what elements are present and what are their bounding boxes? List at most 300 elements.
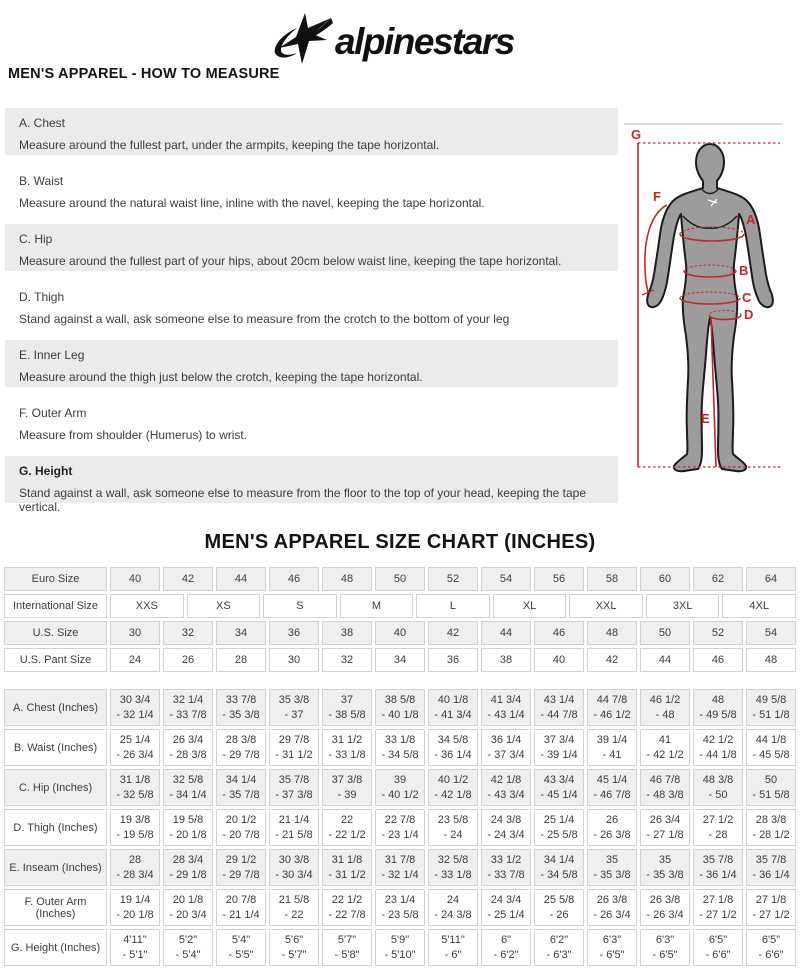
- section-description: Measure from shoulder (Humerus) to wrist.: [19, 428, 248, 442]
- section-description: Measure around the thigh just below the crotch, keeping the tape horizontal.: [19, 370, 423, 384]
- range-from: 29 7/8: [278, 734, 310, 746]
- range-to: - 33 1/8: [434, 869, 472, 881]
- size-cell: 40: [534, 648, 584, 672]
- chart-measure-row: [4, 889, 796, 926]
- range-from: 39: [393, 774, 407, 786]
- size-cell: XS: [187, 594, 261, 618]
- range-to: - 19 5/8: [116, 829, 154, 841]
- range-from: 6": [500, 934, 512, 946]
- range-to: - 5'8": [334, 949, 360, 961]
- section-label: A. Chest: [19, 116, 66, 130]
- range-from: 21 1/4: [278, 814, 310, 826]
- range-to: - 29 1/8: [169, 869, 207, 881]
- range-cell: [534, 729, 584, 766]
- range-cell: [587, 729, 637, 766]
- range-from: 5'2": [178, 934, 198, 946]
- range-to: - 45 5/8: [752, 749, 790, 761]
- label-e: E: [701, 411, 710, 426]
- range-to: - 31 1/2: [275, 749, 313, 761]
- size-cell: 56: [534, 567, 584, 591]
- range-cell: [693, 769, 743, 806]
- range-from: 24 3/8: [490, 814, 522, 826]
- range-cell: [269, 849, 319, 886]
- range-cell: [534, 849, 584, 886]
- range-cell: [587, 809, 637, 846]
- row-label: Euro Size: [4, 567, 107, 591]
- range-from: 20 1/2: [225, 814, 257, 826]
- range-to: - 37 3/8: [275, 789, 313, 801]
- chart-measure-row: [4, 769, 796, 806]
- range-from: 23 1/4: [384, 894, 416, 906]
- size-cell: 58: [587, 567, 637, 591]
- range-from: 44 1/8: [755, 734, 787, 746]
- range-cell: [640, 729, 690, 766]
- range-from: 30 3/8: [278, 854, 310, 866]
- range-from: 34 5/8: [437, 734, 469, 746]
- range-cell: [110, 889, 160, 926]
- range-to: - 32 5/8: [116, 789, 154, 801]
- range-cell: [163, 809, 213, 846]
- range-cell: [428, 729, 478, 766]
- range-cell: [322, 689, 372, 726]
- range-to: - 33 7/8: [487, 869, 525, 881]
- section-label: F. Outer Arm: [19, 406, 87, 420]
- range-to: - 32 1/4: [116, 709, 154, 721]
- range-from: 20 1/8: [172, 894, 204, 906]
- range-from: 28 3/4: [172, 854, 204, 866]
- range-from: 33 1/2: [490, 854, 522, 866]
- range-cell: [693, 929, 743, 966]
- range-cell: [693, 809, 743, 846]
- range-from: 33 1/8: [384, 734, 416, 746]
- range-from: 28: [128, 854, 142, 866]
- range-from: 28 3/8: [225, 734, 257, 746]
- range-to: - 35 3/8: [646, 869, 684, 881]
- range-from: 26 3/4: [172, 734, 204, 746]
- range-cell: [110, 929, 160, 966]
- size-cell: 44: [481, 621, 531, 645]
- range-to: - 6'3": [546, 949, 572, 961]
- size-cell: S: [263, 594, 337, 618]
- range-cell: [269, 769, 319, 806]
- size-cell: 24: [110, 648, 160, 672]
- section-label: D. Thigh: [19, 290, 65, 304]
- range-cell: [534, 689, 584, 726]
- range-from: 22: [340, 814, 354, 826]
- range-from: 34 1/4: [543, 854, 575, 866]
- range-from: 32 5/8: [437, 854, 469, 866]
- range-from: 23 5/8: [437, 814, 469, 826]
- range-from: 19 3/8: [119, 814, 151, 826]
- size-cell: 52: [428, 567, 478, 591]
- range-to: - 28: [708, 829, 728, 841]
- range-from: 44 7/8: [596, 694, 628, 706]
- row-label: G. Height (Inches): [4, 929, 107, 966]
- range-to: - 45 1/4: [540, 789, 578, 801]
- range-from: 37: [340, 694, 354, 706]
- range-cell: [534, 809, 584, 846]
- range-to: - 6'6": [758, 949, 784, 961]
- size-cell: 38: [481, 648, 531, 672]
- range-to: - 5'10": [384, 949, 416, 961]
- range-from: 6'3": [602, 934, 622, 946]
- measure-section-c: [5, 224, 618, 271]
- range-from: 28 3/8: [755, 814, 787, 826]
- size-cell: 3XL: [646, 594, 720, 618]
- size-cell: XL: [493, 594, 567, 618]
- size-cell: 42: [587, 648, 637, 672]
- range-to: - 5'5": [228, 949, 254, 961]
- range-from: 26 3/4: [649, 814, 681, 826]
- range-from: 21 5/8: [278, 894, 310, 906]
- range-from: 6'2": [549, 934, 569, 946]
- size-cell: 62: [693, 567, 743, 591]
- range-from: 27 1/8: [702, 894, 734, 906]
- range-from: 35 7/8: [702, 854, 734, 866]
- range-from: 5'7": [337, 934, 357, 946]
- size-cell: 64: [746, 567, 796, 591]
- size-cell: 4XL: [722, 594, 796, 618]
- range-to: - 29 7/8: [222, 869, 260, 881]
- size-cell: 30: [110, 621, 160, 645]
- range-cell: [746, 889, 796, 926]
- range-to: - 21 5/8: [275, 829, 313, 841]
- range-to: - 35 3/8: [222, 709, 260, 721]
- range-from: 36 1/4: [490, 734, 522, 746]
- range-cell: [428, 849, 478, 886]
- measure-section-a: [5, 108, 618, 155]
- chart-header-row: [4, 594, 796, 618]
- range-cell: [163, 769, 213, 806]
- range-from: 46 1/2: [649, 694, 681, 706]
- range-to: - 40 1/2: [381, 789, 419, 801]
- row-label: International Size: [4, 594, 107, 618]
- range-to: - 33 1/8: [328, 749, 366, 761]
- size-cell: XXL: [569, 594, 643, 618]
- range-from: 35: [605, 854, 619, 866]
- label-f: F: [653, 189, 661, 204]
- range-cell: [110, 849, 160, 886]
- range-cell: [481, 849, 531, 886]
- range-to: - 38 5/8: [328, 709, 366, 721]
- range-to: - 23 5/8: [381, 909, 419, 921]
- range-to: - 31 1/2: [328, 869, 366, 881]
- range-from: 41 3/4: [490, 694, 522, 706]
- header: [0, 0, 800, 62]
- size-cell: 42: [163, 567, 213, 591]
- size-cell: 26: [163, 648, 213, 672]
- size-cell: 32: [163, 621, 213, 645]
- range-from: 5'6": [284, 934, 304, 946]
- range-cell: [163, 729, 213, 766]
- row-label: C. Hip (Inches): [4, 769, 107, 806]
- range-cell: [640, 849, 690, 886]
- range-to: - 22 1/2: [328, 829, 366, 841]
- range-from: 39 1/4: [596, 734, 628, 746]
- range-cell: [375, 809, 425, 846]
- range-to: - 21 1/4: [222, 909, 260, 921]
- chart-header-row: [4, 567, 796, 591]
- size-cell: 30: [269, 648, 319, 672]
- chart-measure-row: [4, 849, 796, 886]
- range-from: 35 3/8: [278, 694, 310, 706]
- range-from: 34 1/4: [225, 774, 257, 786]
- range-to: - 46 1/2: [593, 709, 631, 721]
- range-cell: [269, 689, 319, 726]
- range-cell: [428, 889, 478, 926]
- range-cell: [587, 889, 637, 926]
- range-from: 50: [764, 774, 778, 786]
- range-to: - 44 1/8: [699, 749, 737, 761]
- range-cell: [375, 849, 425, 886]
- label-c: C: [742, 290, 752, 305]
- range-cell: [322, 929, 372, 966]
- range-from: 5'4": [231, 934, 251, 946]
- body-measurement-diagram-icon: [622, 108, 796, 510]
- range-from: 29 1/2: [225, 854, 257, 866]
- range-cell: [693, 849, 743, 886]
- range-cell: [110, 769, 160, 806]
- range-cell: [269, 809, 319, 846]
- chart-measure-row: [4, 689, 796, 726]
- range-to: - 5'1": [122, 949, 148, 961]
- measure-section-e: [5, 340, 618, 387]
- range-cell: [216, 809, 266, 846]
- range-to: - 34 5/8: [381, 749, 419, 761]
- range-cell: [587, 849, 637, 886]
- range-cell: [375, 689, 425, 726]
- range-cell: [481, 729, 531, 766]
- range-from: 26 3/8: [596, 894, 628, 906]
- size-cell: XXS: [110, 594, 184, 618]
- range-from: 42 1/2: [702, 734, 734, 746]
- section-description: Measure around the fullest part, under the armpits, keeping the tape horizontal.: [19, 138, 440, 152]
- range-to: - 41: [602, 749, 622, 761]
- range-from: 32 5/8: [172, 774, 204, 786]
- range-to: - 27 1/2: [699, 909, 737, 921]
- range-to: - 22 7/8: [328, 909, 366, 921]
- range-to: - 37 3/4: [487, 749, 525, 761]
- range-cell: [534, 889, 584, 926]
- range-from: 37 3/4: [543, 734, 575, 746]
- male-figure-icon: [647, 144, 773, 471]
- range-from: 31 1/8: [119, 774, 151, 786]
- range-to: - 23 1/4: [381, 829, 419, 841]
- size-cell: 50: [640, 621, 690, 645]
- range-to: - 24 3/8: [434, 909, 472, 921]
- range-cell: [534, 769, 584, 806]
- range-from: 26: [605, 814, 619, 826]
- range-to: - 42 1/2: [646, 749, 684, 761]
- section-description: Measure around the fullest part of your hips, about 20cm below waist line, keeping the tape horizontal.: [19, 254, 562, 268]
- size-cell: 40: [110, 567, 160, 591]
- label-b: B: [739, 263, 749, 278]
- range-cell: [481, 769, 531, 806]
- size-cell: 38: [322, 621, 372, 645]
- logo-wordmark: alpinestars: [335, 21, 514, 62]
- range-from: 46 7/8: [649, 774, 681, 786]
- size-cell: 44: [216, 567, 266, 591]
- range-to: - 26 3/4: [646, 909, 684, 921]
- range-from: 42 1/8: [490, 774, 522, 786]
- range-cell: [640, 809, 690, 846]
- range-to: - 26 3/4: [593, 909, 631, 921]
- range-from: 38 5/8: [384, 694, 416, 706]
- range-to: - 5'4": [175, 949, 201, 961]
- range-cell: [746, 849, 796, 886]
- range-to: - 5'7": [281, 949, 307, 961]
- range-to: - 6'2": [493, 949, 519, 961]
- range-cell: [746, 689, 796, 726]
- range-to: - 35 7/8: [222, 789, 260, 801]
- range-from: 31 7/8: [384, 854, 416, 866]
- chart-measure-row: [4, 809, 796, 846]
- range-from: 45 1/4: [596, 774, 628, 786]
- section-description: Stand against a wall, ask someone else to measure from the floor to the top of your head, keeping the tape vertical.: [19, 486, 587, 514]
- section-description: Stand against a wall, ask someone else to measure from the crotch to the bottom of your leg: [19, 312, 510, 326]
- range-to: - 20 1/8: [116, 909, 154, 921]
- range-to: - 51 5/8: [752, 789, 790, 801]
- range-cell: [640, 689, 690, 726]
- range-from: 48 3/8: [702, 774, 734, 786]
- size-cell: 48: [746, 648, 796, 672]
- range-cell: [693, 689, 743, 726]
- range-to: - 50: [708, 789, 728, 801]
- range-from: 25 5/8: [543, 894, 575, 906]
- range-from: 5'11": [441, 934, 465, 946]
- range-to: - 42 1/8: [434, 789, 472, 801]
- range-to: - 33 7/8: [169, 709, 207, 721]
- range-cell: [269, 929, 319, 966]
- range-cell: [428, 689, 478, 726]
- range-to: - 46 7/8: [593, 789, 631, 801]
- measure-section-g: [5, 456, 618, 514]
- range-cell: [269, 729, 319, 766]
- size-chart-title: MEN'S APPAREL SIZE CHART (INCHES): [204, 531, 596, 553]
- range-cell: [746, 769, 796, 806]
- size-chart-table: [4, 567, 796, 966]
- range-cell: [481, 809, 531, 846]
- size-cell: 46: [269, 567, 319, 591]
- range-to: - 24 3/4: [487, 829, 525, 841]
- range-from: 27 1/2: [702, 814, 734, 826]
- how-to-measure-title: MEN'S APPAREL - HOW TO MEASURE: [8, 66, 280, 82]
- row-label: U.S. Size: [4, 621, 107, 645]
- range-from: 6'5": [708, 934, 728, 946]
- range-to: - 30 3/4: [275, 869, 313, 881]
- chart-measure-row: [4, 729, 796, 766]
- range-cell: [163, 689, 213, 726]
- size-cell: L: [416, 594, 490, 618]
- row-label: F. Outer Arm (Inches): [4, 889, 107, 926]
- size-cell: 32: [322, 648, 372, 672]
- size-cell: 36: [428, 648, 478, 672]
- range-cell: [322, 849, 372, 886]
- range-cell: [375, 889, 425, 926]
- range-cell: [481, 689, 531, 726]
- range-from: 19 5/8: [172, 814, 204, 826]
- range-cell: [746, 809, 796, 846]
- size-cell: 28: [216, 648, 266, 672]
- range-to: - 32 1/4: [381, 869, 419, 881]
- measure-instructions: [5, 108, 618, 515]
- range-from: 6'3": [655, 934, 675, 946]
- range-to: - 26: [549, 909, 569, 921]
- range-from: 30 3/4: [119, 694, 151, 706]
- range-cell: [375, 769, 425, 806]
- row-label: E. Inseam (Inches): [4, 849, 107, 886]
- size-cell: 60: [640, 567, 690, 591]
- range-cell: [216, 689, 266, 726]
- range-from: 43 1/4: [543, 694, 575, 706]
- range-to: - 20 3/4: [169, 909, 207, 921]
- range-to: - 28 3/8: [169, 749, 207, 761]
- measure-wrap: [0, 108, 800, 515]
- range-from: 48: [711, 694, 725, 706]
- section-label: B. Waist: [19, 174, 64, 188]
- size-cell: 54: [481, 567, 531, 591]
- range-cell: [746, 929, 796, 966]
- range-from: 22 7/8: [384, 814, 416, 826]
- range-cell: [163, 849, 213, 886]
- range-cell: [110, 689, 160, 726]
- measure-section-f: [5, 398, 618, 445]
- range-to: - 34 1/4: [169, 789, 207, 801]
- range-to: - 25 1/4: [487, 909, 525, 921]
- range-cell: [322, 889, 372, 926]
- chart-measure-row: [4, 929, 796, 966]
- section-label: C. Hip: [19, 232, 53, 246]
- range-to: - 6'5": [652, 949, 678, 961]
- size-cell: 48: [322, 567, 372, 591]
- range-from: 4'11": [123, 934, 147, 946]
- range-from: 25 1/4: [543, 814, 575, 826]
- range-from: 41: [658, 734, 672, 746]
- measure-section-d: [5, 282, 618, 329]
- range-from: 24: [446, 894, 460, 906]
- range-from: 27 1/8: [755, 894, 787, 906]
- range-cell: [693, 889, 743, 926]
- range-from: 31 1/8: [331, 854, 363, 866]
- range-to: - 37: [284, 709, 304, 721]
- range-cell: [481, 929, 531, 966]
- range-to: - 43 3/4: [487, 789, 525, 801]
- range-cell: [216, 769, 266, 806]
- range-to: - 43 1/4: [487, 709, 525, 721]
- range-to: - 41 3/4: [434, 709, 472, 721]
- range-from: 35 7/8: [755, 854, 787, 866]
- label-g: G: [631, 127, 642, 142]
- size-cell: 46: [693, 648, 743, 672]
- size-cell: 44: [640, 648, 690, 672]
- range-to: - 44 7/8: [540, 709, 578, 721]
- range-cell: [375, 729, 425, 766]
- measure-section-b: [5, 166, 618, 213]
- range-cell: [216, 889, 266, 926]
- range-from: 32 1/4: [172, 694, 204, 706]
- row-label: D. Thigh (Inches): [4, 809, 107, 846]
- range-from: 33 7/8: [225, 694, 257, 706]
- range-cell: [640, 889, 690, 926]
- range-to: - 24: [443, 829, 463, 841]
- range-cell: [640, 769, 690, 806]
- size-cell: 40: [375, 621, 425, 645]
- range-cell: [322, 729, 372, 766]
- size-cell: M: [340, 594, 414, 618]
- range-to: - 51 1/8: [752, 709, 790, 721]
- range-to: - 49 5/8: [699, 709, 737, 721]
- size-cell: 42: [428, 621, 478, 645]
